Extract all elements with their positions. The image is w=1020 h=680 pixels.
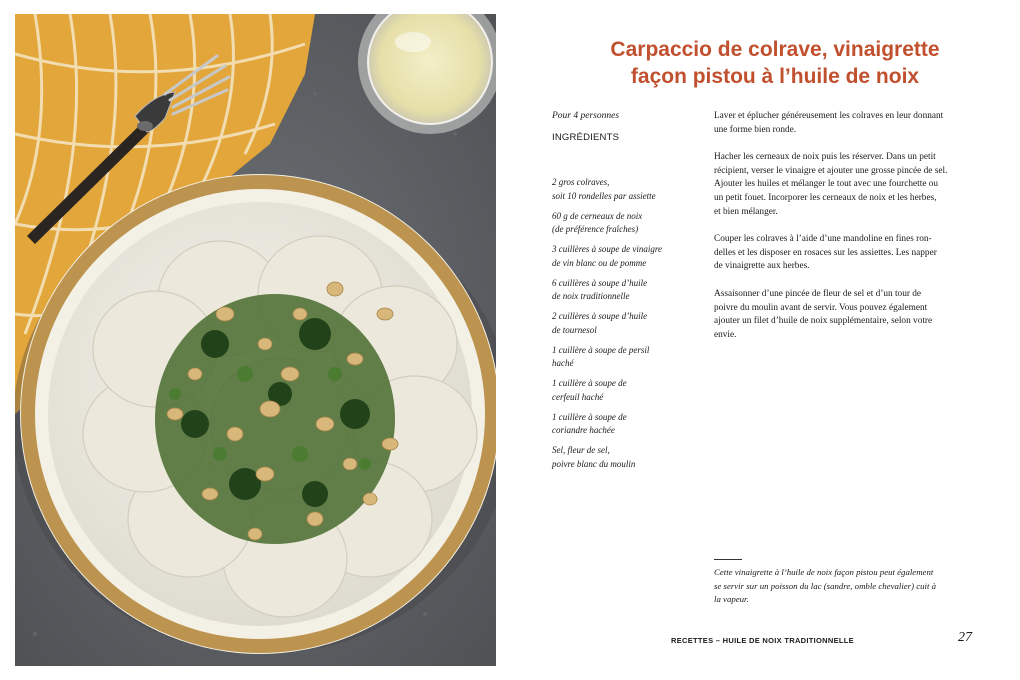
- ingredient-item: [552, 277, 702, 304]
- ingredient-line: cerfeuil haché: [552, 391, 604, 402]
- ingredient-item: [552, 344, 702, 371]
- ingredient-line: de tournesol: [552, 324, 597, 335]
- step-line: Assaisonner d’une pincée de fleur de sel et d’un tour de: [714, 288, 922, 299]
- page-number: 27: [958, 630, 972, 645]
- ingredient-line: Sel, fleur de sel,: [552, 445, 610, 455]
- step-line: et bien mélanger.: [714, 206, 778, 217]
- serving-note: [714, 566, 974, 607]
- recipe-title-line: Carpaccio de colrave, vinaigrette: [610, 38, 940, 61]
- recipe-photo: [15, 14, 496, 666]
- note-line: la vapeur.: [714, 594, 749, 604]
- step-line: récipient, verser le vinaigre et ajouter une grosse pincée de sel.: [714, 165, 948, 176]
- note-divider: [714, 559, 742, 560]
- ingredient-item: [552, 310, 702, 337]
- note-line: Cette vinaigrette à l’huile de noix façon pistou peut également: [714, 567, 934, 577]
- step-line: un petit fouet. Incorporer les cerneaux de noix et les herbes,: [714, 192, 937, 203]
- step-line: de vinaigrette aux herbes.: [714, 261, 810, 272]
- step-line: Ajouter les huiles et mélanger le tout avec une fourchette ou: [714, 179, 939, 190]
- method-steps: [714, 110, 984, 356]
- ingredient-item: [552, 210, 702, 237]
- ingredient-line: 1 cuillère à soupe de: [552, 411, 627, 422]
- step-line: Laver et éplucher généreusement les colraves en leur donnant: [714, 111, 944, 121]
- ingredient-item: [552, 411, 702, 438]
- ingredient-line: 2 gros colraves,: [552, 177, 610, 187]
- step-line: poivre du moulin avant de servir. Vous pouvez également: [714, 302, 928, 313]
- step-paragraph: [714, 110, 984, 137]
- ingredient-line: de vin blanc ou de pomme: [552, 257, 647, 268]
- ingredient-line: de noix traditionnelle: [552, 291, 630, 301]
- step-line: delles et les disposer en rosaces sur les assiettes. Les napper: [714, 247, 937, 258]
- step-paragraph: [714, 288, 984, 342]
- ingredients-heading: INGRÉDIENTS: [552, 132, 620, 143]
- ingredient-line: 1 cuillère à soupe de persil: [552, 344, 650, 355]
- ingredient-item: [552, 176, 702, 203]
- ingredient-line: 1 cuillère à soupe de: [552, 378, 627, 388]
- ingredient-line: soit 10 rondelles par assiette: [552, 190, 656, 201]
- ingredient-item: [552, 444, 702, 471]
- carpaccio-plate-illustration: [15, 14, 496, 666]
- ingredient-line: poivre blanc du moulin: [552, 458, 636, 469]
- step-paragraph: [714, 151, 984, 219]
- ingredient-item: [552, 377, 702, 404]
- ingredient-line: haché: [552, 358, 574, 368]
- ingredient-line: 3 cuillères à soupe de vinaigre: [552, 244, 663, 254]
- step-line: Hacher les cerneaux de noix puis les réserver. Dans un petit: [714, 152, 936, 163]
- ingredient-item: [552, 243, 702, 270]
- recipe-title: [560, 36, 990, 90]
- step-line: Couper les colraves à l’aide d’une mandoline en fines ron-: [714, 234, 932, 245]
- step-line: ajouter un filet d’huile de noix supplémentaire, selon votre: [714, 316, 933, 327]
- step-line: envie.: [714, 329, 737, 340]
- ingredient-line: (de préférence fraîches): [552, 224, 639, 234]
- recipe-title-line: façon pistou à l’huile de noix: [630, 65, 920, 88]
- step-paragraph: [714, 233, 984, 274]
- running-footer: RECETTES – HUILE DE NOIX TRADITIONNELLE: [671, 636, 854, 645]
- servings: Pour 4 personnes: [552, 111, 620, 121]
- note-line: se servir sur un poisson du lac (sandre, omble chevalier) cuit à: [714, 580, 937, 591]
- step-line: une forme bien ronde.: [714, 124, 797, 135]
- ingredient-line: 2 cuillères à soupe d’huile: [552, 311, 648, 321]
- ingredient-line: 6 cuillères à soupe d’huile: [552, 277, 648, 288]
- ingredient-line: 60 g de cerneaux de noix: [552, 210, 643, 221]
- ingredients-list: [552, 176, 702, 478]
- ingredient-line: coriandre hachée: [552, 425, 615, 435]
